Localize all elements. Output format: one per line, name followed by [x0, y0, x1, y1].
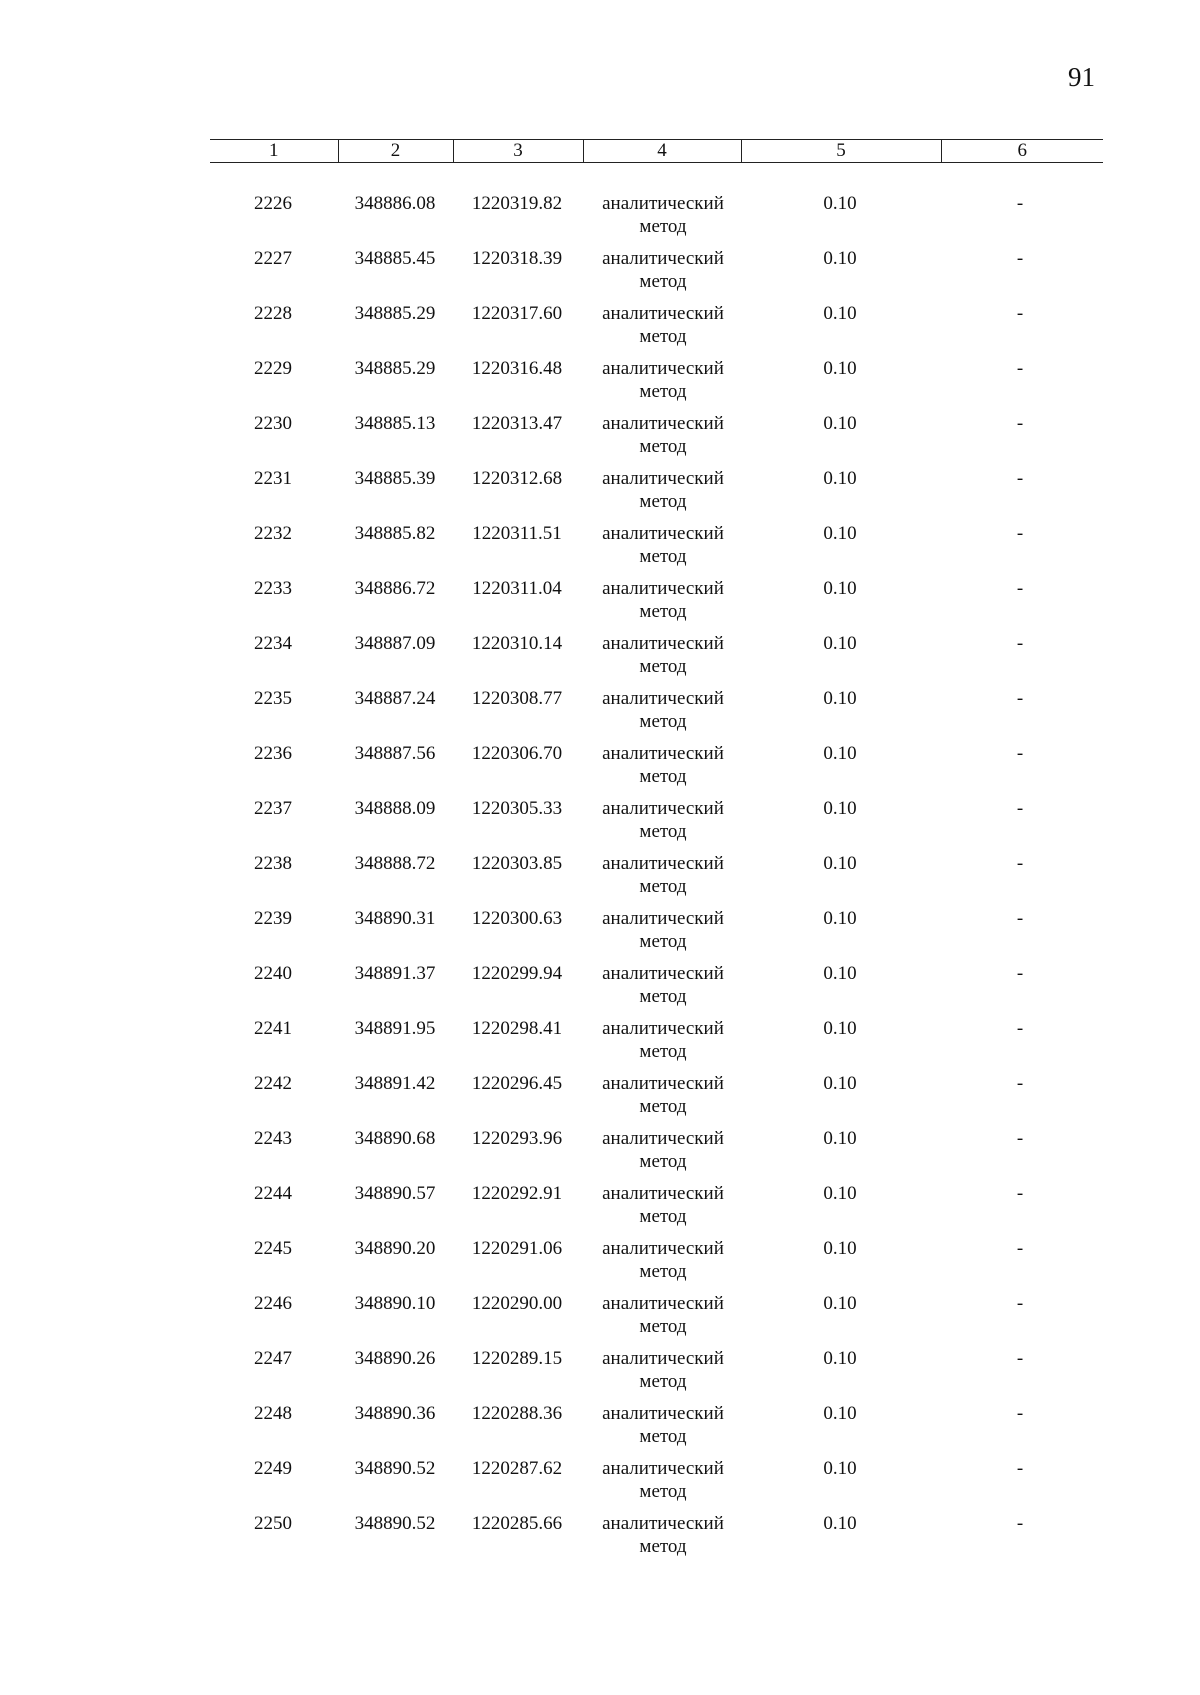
- point-number-cell: 2244: [254, 1183, 292, 1204]
- method-line-2: метод: [639, 1206, 687, 1227]
- table-row: [0, 687, 1200, 742]
- accuracy-cell: 0.10: [823, 523, 857, 544]
- note-cell: -: [1016, 1293, 1024, 1314]
- y-coordinate-cell: 1220305.33: [471, 798, 563, 819]
- note-cell: -: [1016, 633, 1024, 654]
- accuracy-cell: 0.10: [823, 1458, 857, 1479]
- method-line-1: аналитический: [602, 1073, 724, 1094]
- note-cell: -: [1016, 1238, 1024, 1259]
- method-line-2: метод: [639, 1371, 687, 1392]
- x-coordinate-cell: 348891.42: [354, 1073, 436, 1094]
- x-coordinate-cell: 348886.08: [354, 193, 436, 214]
- method-line-1: аналитический: [602, 1128, 724, 1149]
- method-line-2: метод: [639, 931, 687, 952]
- note-cell: -: [1016, 1458, 1024, 1479]
- note-cell: -: [1016, 1403, 1024, 1424]
- column-header-5: 5: [741, 140, 941, 163]
- method-line-2: метод: [639, 381, 687, 402]
- accuracy-cell: 0.10: [823, 578, 857, 599]
- point-number-cell: 2227: [254, 248, 292, 269]
- method-line-2: метод: [639, 491, 687, 512]
- note-cell: -: [1016, 358, 1024, 379]
- y-coordinate-cell: 1220290.00: [471, 1293, 563, 1314]
- accuracy-cell: 0.10: [823, 908, 857, 929]
- method-line-1: аналитический: [602, 1293, 724, 1314]
- table-row: [0, 247, 1200, 302]
- point-number-cell: 2248: [254, 1403, 292, 1424]
- y-coordinate-cell: 1220308.77: [471, 688, 563, 709]
- y-coordinate-cell: 1220296.45: [471, 1073, 563, 1094]
- method-cell: [588, 1127, 738, 1173]
- y-coordinate-cell: 1220292.91: [471, 1183, 563, 1204]
- method-cell: [588, 467, 738, 513]
- method-line-1: аналитический: [602, 358, 724, 379]
- method-line-2: метод: [639, 1096, 687, 1117]
- method-cell: [588, 412, 738, 458]
- point-number-cell: 2233: [254, 578, 292, 599]
- accuracy-cell: 0.10: [823, 413, 857, 434]
- method-line-1: аналитический: [602, 743, 724, 764]
- x-coordinate-cell: 348890.36: [354, 1403, 436, 1424]
- point-number-cell: 2240: [254, 963, 292, 984]
- method-line-2: метод: [639, 656, 687, 677]
- method-cell: [588, 797, 738, 843]
- table-row: [0, 962, 1200, 1017]
- point-number-cell: 2238: [254, 853, 292, 874]
- method-cell: [588, 962, 738, 1008]
- x-coordinate-cell: 348890.31: [354, 908, 436, 929]
- point-number-cell: 2231: [254, 468, 292, 489]
- x-coordinate-cell: 348890.10: [354, 1293, 436, 1314]
- table-row: [0, 1402, 1200, 1457]
- column-header-6: 6: [941, 140, 1103, 163]
- note-cell: -: [1016, 468, 1024, 489]
- note-cell: -: [1016, 963, 1024, 984]
- y-coordinate-cell: 1220298.41: [471, 1018, 563, 1039]
- table-row: [0, 1237, 1200, 1292]
- y-coordinate-cell: 1220300.63: [471, 908, 563, 929]
- table-row: [0, 1182, 1200, 1237]
- method-line-1: аналитический: [602, 303, 724, 324]
- x-coordinate-cell: 348890.68: [354, 1128, 436, 1149]
- method-cell: [588, 852, 738, 898]
- y-coordinate-cell: 1220312.68: [471, 468, 563, 489]
- table-row: [0, 302, 1200, 357]
- accuracy-cell: 0.10: [823, 248, 857, 269]
- point-number-cell: 2245: [254, 1238, 292, 1259]
- method-line-1: аналитический: [602, 1018, 724, 1039]
- method-line-1: аналитический: [602, 853, 724, 874]
- y-coordinate-cell: 1220303.85: [471, 853, 563, 874]
- note-cell: -: [1016, 523, 1024, 544]
- accuracy-cell: 0.10: [823, 468, 857, 489]
- method-line-2: метод: [639, 766, 687, 787]
- method-cell: [588, 1292, 738, 1338]
- method-line-1: аналитический: [602, 468, 724, 489]
- method-line-2: метод: [639, 1261, 687, 1282]
- method-line-1: аналитический: [602, 413, 724, 434]
- y-coordinate-cell: 1220313.47: [471, 413, 563, 434]
- y-coordinate-cell: 1220319.82: [471, 193, 563, 214]
- note-cell: -: [1016, 578, 1024, 599]
- method-line-1: аналитический: [602, 1183, 724, 1204]
- method-line-2: метод: [639, 1316, 687, 1337]
- method-line-1: аналитический: [602, 798, 724, 819]
- point-number-cell: 2237: [254, 798, 292, 819]
- note-cell: -: [1016, 1073, 1024, 1094]
- point-number-cell: 2246: [254, 1293, 292, 1314]
- x-coordinate-cell: 348885.82: [354, 523, 436, 544]
- x-coordinate-cell: 348890.57: [354, 1183, 436, 1204]
- point-number-cell: 2239: [254, 908, 292, 929]
- x-coordinate-cell: 348890.20: [354, 1238, 436, 1259]
- method-cell: [588, 302, 738, 348]
- table-row: [0, 1017, 1200, 1072]
- table-row: [0, 192, 1200, 247]
- point-number-cell: 2236: [254, 743, 292, 764]
- column-header-1: 1: [210, 140, 338, 163]
- accuracy-cell: 0.10: [823, 1293, 857, 1314]
- table-row: [0, 1072, 1200, 1127]
- x-coordinate-cell: 348890.52: [354, 1458, 436, 1479]
- method-line-1: аналитический: [602, 688, 724, 709]
- x-coordinate-cell: 348887.09: [354, 633, 436, 654]
- point-number-cell: 2250: [254, 1513, 292, 1534]
- method-cell: [588, 1072, 738, 1118]
- table-row: [0, 577, 1200, 632]
- y-coordinate-cell: 1220285.66: [471, 1513, 563, 1534]
- method-cell: [588, 1182, 738, 1228]
- table-body: [0, 192, 1200, 1567]
- table-row: [0, 412, 1200, 467]
- x-coordinate-cell: 348888.72: [354, 853, 436, 874]
- y-coordinate-cell: 1220306.70: [471, 743, 563, 764]
- x-coordinate-cell: 348885.45: [354, 248, 436, 269]
- accuracy-cell: 0.10: [823, 358, 857, 379]
- accuracy-cell: 0.10: [823, 853, 857, 874]
- table-row: [0, 1347, 1200, 1402]
- method-line-1: аналитический: [602, 1458, 724, 1479]
- table-row: [0, 797, 1200, 852]
- method-line-2: метод: [639, 711, 687, 732]
- method-line-2: метод: [639, 601, 687, 622]
- accuracy-cell: 0.10: [823, 1238, 857, 1259]
- note-cell: -: [1016, 908, 1024, 929]
- accuracy-cell: 0.10: [823, 1073, 857, 1094]
- method-line-1: аналитический: [602, 193, 724, 214]
- method-line-2: метод: [639, 986, 687, 1007]
- accuracy-cell: 0.10: [823, 1403, 857, 1424]
- table-row: [0, 632, 1200, 687]
- x-coordinate-cell: 348888.09: [354, 798, 436, 819]
- note-cell: -: [1016, 413, 1024, 434]
- point-number-cell: 2232: [254, 523, 292, 544]
- y-coordinate-cell: 1220289.15: [471, 1348, 563, 1369]
- point-number-cell: 2226: [254, 193, 292, 214]
- table-header: [210, 139, 1103, 163]
- note-cell: -: [1016, 743, 1024, 764]
- y-coordinate-cell: 1220316.48: [471, 358, 563, 379]
- method-line-1: аналитический: [602, 1238, 724, 1259]
- point-number-cell: 2242: [254, 1073, 292, 1094]
- note-cell: -: [1016, 1018, 1024, 1039]
- table-row: [0, 467, 1200, 522]
- method-line-2: метод: [639, 1041, 687, 1062]
- column-header-4: 4: [583, 140, 741, 163]
- note-cell: -: [1016, 1348, 1024, 1369]
- accuracy-cell: 0.10: [823, 743, 857, 764]
- method-line-1: аналитический: [602, 908, 724, 929]
- y-coordinate-cell: 1220291.06: [471, 1238, 563, 1259]
- x-coordinate-cell: 348885.29: [354, 303, 436, 324]
- method-line-2: метод: [639, 821, 687, 842]
- note-cell: -: [1016, 853, 1024, 874]
- x-coordinate-cell: 348891.95: [354, 1018, 436, 1039]
- table-row: [0, 357, 1200, 412]
- accuracy-cell: 0.10: [823, 193, 857, 214]
- x-coordinate-cell: 348887.56: [354, 743, 436, 764]
- method-line-2: метод: [639, 1426, 687, 1447]
- method-line-1: аналитический: [602, 523, 724, 544]
- method-line-2: метод: [639, 436, 687, 457]
- method-line-2: метод: [639, 1151, 687, 1172]
- accuracy-cell: 0.10: [823, 963, 857, 984]
- accuracy-cell: 0.10: [823, 1348, 857, 1369]
- method-cell: [588, 577, 738, 623]
- x-coordinate-cell: 348891.37: [354, 963, 436, 984]
- note-cell: -: [1016, 1128, 1024, 1149]
- method-cell: [588, 1402, 738, 1448]
- note-cell: -: [1016, 248, 1024, 269]
- table-row: [0, 1127, 1200, 1182]
- accuracy-cell: 0.10: [823, 1513, 857, 1534]
- y-coordinate-cell: 1220299.94: [471, 963, 563, 984]
- method-cell: [588, 357, 738, 403]
- y-coordinate-cell: 1220287.62: [471, 1458, 563, 1479]
- accuracy-cell: 0.10: [823, 798, 857, 819]
- accuracy-cell: 0.10: [823, 633, 857, 654]
- point-number-cell: 2249: [254, 1458, 292, 1479]
- accuracy-cell: 0.10: [823, 1128, 857, 1149]
- x-coordinate-cell: 348890.52: [354, 1513, 436, 1534]
- y-coordinate-cell: 1220288.36: [471, 1403, 563, 1424]
- method-line-2: метод: [639, 271, 687, 292]
- method-line-2: метод: [639, 1536, 687, 1557]
- note-cell: -: [1016, 303, 1024, 324]
- method-line-1: аналитический: [602, 633, 724, 654]
- note-cell: -: [1016, 688, 1024, 709]
- page-number: 91: [1068, 62, 1095, 92]
- header-row: [210, 140, 1103, 163]
- y-coordinate-cell: 1220310.14: [471, 633, 563, 654]
- x-coordinate-cell: 348887.24: [354, 688, 436, 709]
- y-coordinate-cell: 1220317.60: [471, 303, 563, 324]
- accuracy-cell: 0.10: [823, 688, 857, 709]
- x-coordinate-cell: 348886.72: [354, 578, 436, 599]
- x-coordinate-cell: 348890.26: [354, 1348, 436, 1369]
- table-row: [0, 522, 1200, 577]
- x-coordinate-cell: 348885.29: [354, 358, 436, 379]
- method-line-2: метод: [639, 216, 687, 237]
- method-line-1: аналитический: [602, 1403, 724, 1424]
- method-line-1: аналитический: [602, 963, 724, 984]
- point-number-cell: 2234: [254, 633, 292, 654]
- method-line-1: аналитический: [602, 578, 724, 599]
- table-row: [0, 742, 1200, 797]
- point-number-cell: 2243: [254, 1128, 292, 1149]
- point-number-cell: 2230: [254, 413, 292, 434]
- note-cell: -: [1016, 193, 1024, 214]
- method-line-1: аналитический: [602, 1348, 724, 1369]
- table-row: [0, 1292, 1200, 1347]
- table-row: [0, 1512, 1200, 1567]
- method-line-2: метод: [639, 326, 687, 347]
- method-line-2: метод: [639, 1481, 687, 1502]
- table-row: [0, 907, 1200, 962]
- accuracy-cell: 0.10: [823, 303, 857, 324]
- method-cell: [588, 1457, 738, 1503]
- point-number-cell: 2235: [254, 688, 292, 709]
- method-cell: [588, 192, 738, 238]
- method-cell: [588, 907, 738, 953]
- x-coordinate-cell: 348885.13: [354, 413, 436, 434]
- method-cell: [588, 1347, 738, 1393]
- point-number-cell: 2241: [254, 1018, 292, 1039]
- method-cell: [588, 742, 738, 788]
- method-cell: [588, 1017, 738, 1063]
- method-cell: [588, 522, 738, 568]
- method-cell: [588, 1237, 738, 1283]
- note-cell: -: [1016, 798, 1024, 819]
- column-header-3: 3: [453, 140, 583, 163]
- method-cell: [588, 247, 738, 293]
- method-line-2: метод: [639, 876, 687, 897]
- x-coordinate-cell: 348885.39: [354, 468, 436, 489]
- column-header-2: 2: [338, 140, 453, 163]
- accuracy-cell: 0.10: [823, 1018, 857, 1039]
- table-row: [0, 852, 1200, 907]
- method-cell: [588, 687, 738, 733]
- method-cell: [588, 632, 738, 678]
- note-cell: -: [1016, 1513, 1024, 1534]
- point-number-cell: 2229: [254, 358, 292, 379]
- point-number-cell: 2247: [254, 1348, 292, 1369]
- y-coordinate-cell: 1220318.39: [471, 248, 563, 269]
- accuracy-cell: 0.10: [823, 1183, 857, 1204]
- y-coordinate-cell: 1220311.04: [472, 578, 562, 599]
- point-number-cell: 2228: [254, 303, 292, 324]
- note-cell: -: [1016, 1183, 1024, 1204]
- y-coordinate-cell: 1220293.96: [471, 1128, 563, 1149]
- method-line-1: аналитический: [602, 248, 724, 269]
- method-line-2: метод: [639, 546, 687, 567]
- method-cell: [588, 1512, 738, 1558]
- method-line-1: аналитический: [602, 1513, 724, 1534]
- y-coordinate-cell: 1220311.51: [472, 523, 562, 544]
- table-row: [0, 1457, 1200, 1512]
